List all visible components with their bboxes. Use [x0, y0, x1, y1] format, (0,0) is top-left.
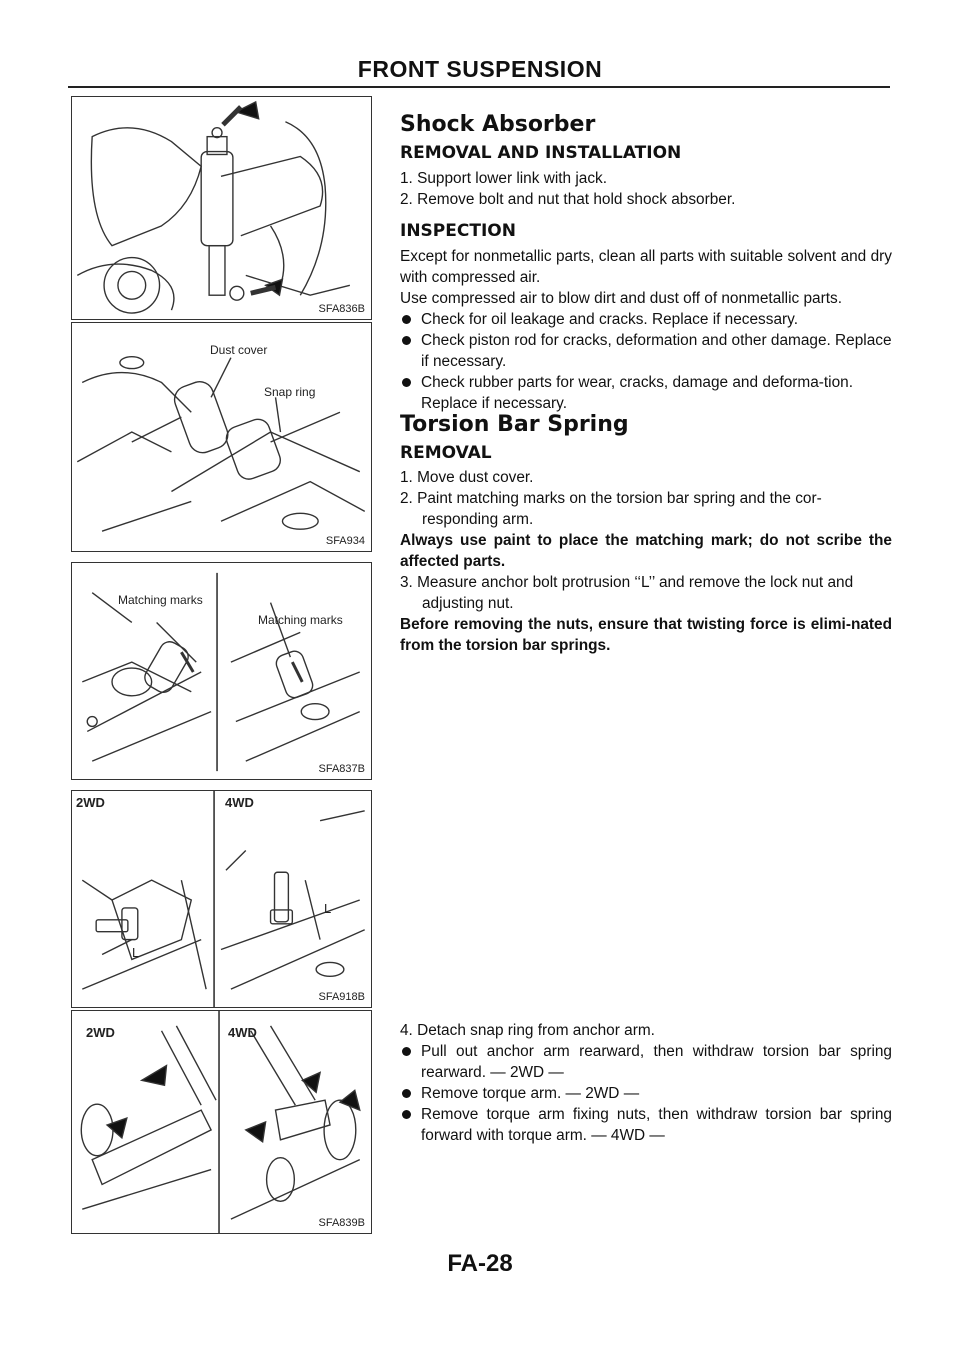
heading-inspection: INSPECTION: [400, 221, 516, 241]
figure-code: SFA836B: [318, 303, 365, 315]
page-header-title: FRONT SUSPENSION: [357, 56, 603, 82]
torsion-step-4: 4. Detach snap ring from anchor arm.: [400, 1022, 655, 1039]
section-title-shock-absorber: Shock Absorber: [400, 112, 596, 137]
bullet-text: Remove torque arm. — 2WD —: [421, 1085, 640, 1102]
header-rule: [68, 86, 890, 88]
bullet-text: Check for oil leakage and cracks. Replace if necessary.: [421, 311, 798, 328]
bullet-text: Pull out anchor arm rearward, then withdraw torsion bar spring rearward. — 2WD —: [421, 1043, 892, 1081]
matching-marks-illustration: [72, 563, 371, 779]
inspection-bullet-3: [400, 372, 892, 414]
torsion-step-3: 3. Measure anchor bolt protrusion ‘‘L’’ and remove the lock nut and adjusting nut.: [400, 574, 854, 612]
inspection-bullet-2: [400, 330, 892, 372]
bullet-text: Check piston rod for cracks, deformation and other damage. Replace if necessary.: [421, 332, 892, 370]
label-4wd: 4WD: [228, 1025, 257, 1040]
bullet-icon: [402, 378, 411, 387]
torsion-note-2: Before removing the nuts, ensure that twisting force is elimi-nated from the torsion bar springs.: [400, 616, 892, 654]
shock-absorber-illustration: [72, 97, 371, 319]
heading-removal: REMOVAL: [400, 443, 492, 463]
section-title-torsion-bar-spring: Torsion Bar Spring: [400, 412, 629, 437]
torsion-note-1: Always use paint to place the matching mark; do not scribe the affected parts.: [400, 532, 892, 570]
bullet-icon: [402, 315, 411, 324]
label-l-4wd: L: [324, 901, 332, 916]
step-1: 1. Support lower link with jack.: [400, 170, 608, 187]
figure-anchor-bolt: [71, 790, 372, 1008]
figure-torque-arm: [71, 1010, 372, 1234]
label-2wd: 2WD: [76, 795, 105, 810]
inspection-paragraph-2: Use compressed air to blow dirt and dust off of nonmetallic parts.: [400, 290, 842, 307]
figure-dust-cover: [71, 322, 372, 552]
figure-code: SFA918B: [318, 991, 365, 1003]
figure-code: SFA837B: [318, 763, 365, 775]
figure-code: SFA839B: [318, 1217, 365, 1229]
label-dust-cover: Dust cover: [210, 343, 268, 357]
bullet-text: Check rubber parts for wear, cracks, damage and deforma-tion. Replace if necessary.: [421, 374, 853, 412]
label-2wd: 2WD: [86, 1025, 115, 1040]
torsion-bullet-3: [400, 1104, 892, 1146]
torsion-bullet-2: [400, 1083, 892, 1104]
torque-arm-illustration: [72, 1011, 371, 1233]
label-snap-ring: Snap ring: [264, 385, 316, 399]
bullet-icon: [402, 1047, 411, 1056]
heading-removal-installation: REMOVAL AND INSTALLATION: [400, 143, 682, 163]
bullet-icon: [402, 336, 411, 345]
label-matching-marks-left: Matching marks: [118, 593, 203, 607]
step-2: 2. Remove bolt and nut that hold shock absorber.: [400, 191, 736, 208]
anchor-bolt-illustration: [72, 791, 371, 1007]
label-4wd: 4WD: [225, 795, 254, 810]
bullet-text: Remove torque arm fixing nuts, then withdraw torsion bar spring forward with torque arm. — 4WD —: [421, 1106, 892, 1144]
inspection-paragraph-1: Except for nonmetallic parts, clean all parts with suitable solvent and dry with compressed air.: [400, 248, 892, 286]
dust-cover-illustration: [72, 323, 371, 551]
bullet-icon: [402, 1110, 411, 1119]
inspection-bullet-1: [400, 309, 892, 330]
bullet-icon: [402, 1089, 411, 1098]
figure-matching-marks: [71, 562, 372, 780]
figure-shock-absorber: [71, 96, 372, 320]
label-matching-marks-right: Matching marks: [258, 613, 343, 627]
torsion-step-1: 1. Move dust cover.: [400, 469, 534, 486]
torsion-bullet-1: [400, 1041, 892, 1083]
torsion-step-2: 2. Paint matching marks on the torsion bar spring and the cor-responding arm.: [400, 490, 822, 528]
figure-code: SFA934: [325, 535, 365, 547]
label-l-2wd: L: [132, 945, 140, 960]
page-number: FA-28: [447, 1250, 513, 1277]
